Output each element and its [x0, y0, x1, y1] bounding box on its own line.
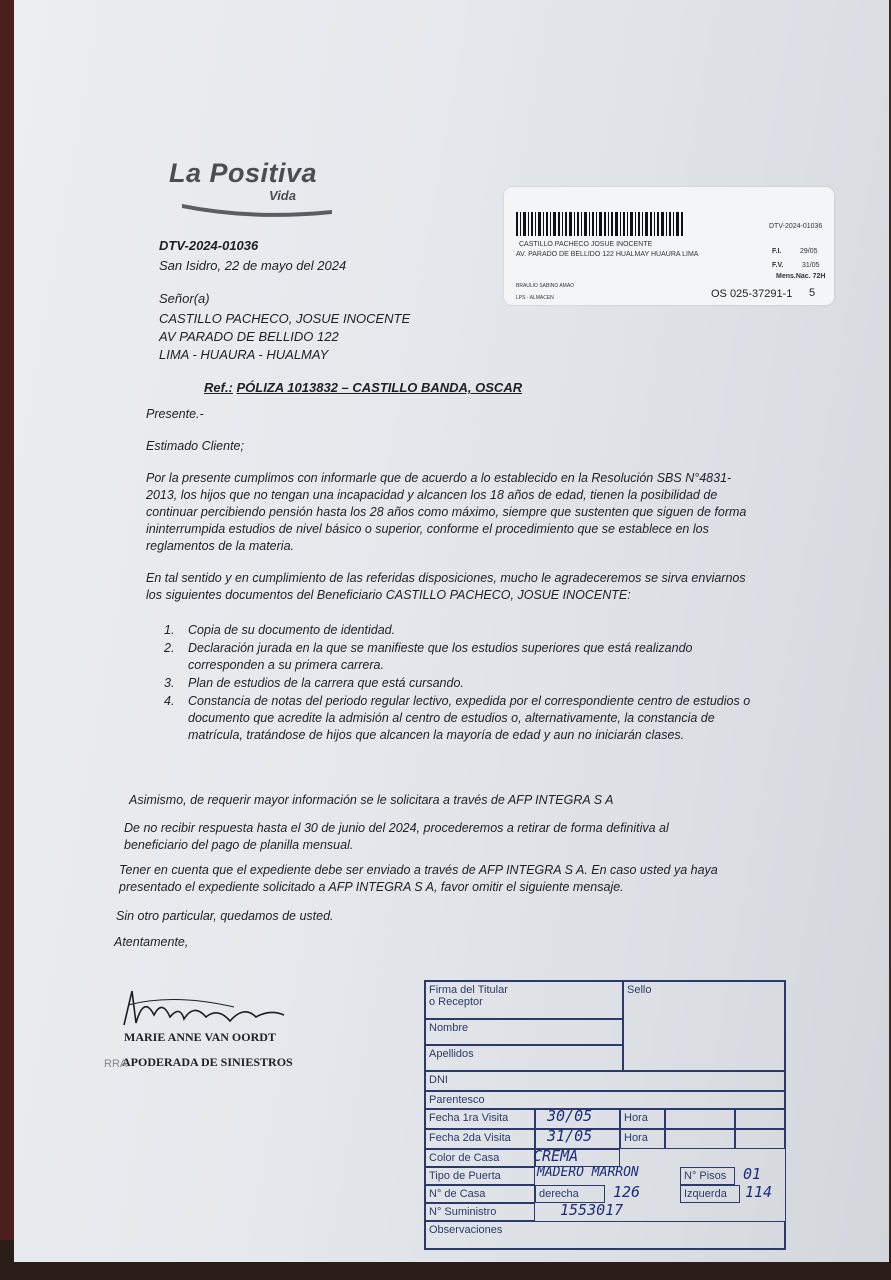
barcode-icon [516, 212, 686, 236]
list-item: 4. Constancia de notas del periodo regular lectivo, expedida por el correspondiente centro de estudios o documento que acredite la admisión al centro de estudios o, alternativamente, la constancia de matrícula, tratándose de hijos que alcancen la mayoría de edad y aun no iniciarán clases. [164, 694, 751, 742]
color-label-cell: Color de Casa [425, 1149, 535, 1167]
label-fv-value: 31/05 [802, 262, 820, 269]
label-address: AV. PARADO DE BELLIDO 122 HUALMAY HUAURA LIMA [516, 251, 699, 258]
label-sender-area: LPS - ALMACEN [516, 295, 554, 301]
label-os-count: 5 [809, 287, 816, 299]
fecha2-label-cell: Fecha 2da Visita [425, 1129, 535, 1149]
closing-line-1: Sin otro particular, quedamos de usted. [116, 909, 334, 923]
list-item: 3. Plan de estudios de la carrera que está cursando. [164, 676, 464, 690]
handwritten-pisos: 01 [743, 1165, 762, 1183]
hora1-label-cell: Hora [620, 1109, 665, 1129]
hora1-value-cell [665, 1109, 735, 1129]
signatory-name: MARIE ANNE VAN OORDT [124, 1030, 276, 1044]
recipient-address-1: AV PARADO DE BELLIDO 122 [159, 329, 339, 344]
reference-text: PÓLIZA 1013832 – CASTILLO BANDA, OSCAR [236, 380, 523, 395]
label-fv-label: F.V. [772, 262, 784, 269]
puerta-label-cell: Tipo de Puerta [425, 1167, 535, 1185]
letter-code: DTV-2024-01036 [159, 238, 259, 253]
nombre-cell: Nombre [425, 1019, 623, 1045]
label-fi-value: 29/05 [800, 248, 818, 255]
apellidos-cell: Apellidos [425, 1045, 623, 1071]
shipping-label [504, 187, 834, 305]
label-code: DTV-2024-01036 [769, 223, 823, 230]
casa-label-cell: N° de Casa [425, 1185, 535, 1203]
typist-initials: RRA [104, 1058, 128, 1070]
label-service: Mens.Nac. 72H [776, 273, 826, 280]
body-paragraph-1: Por la presente cumplimos con informarle que de acuerdo a lo establecido en la Resolución SBS N°4831-2013, los hijos que no tengan una incapacidad y alcancen los 18 años de edad, tienen la posibilidad de continuar percibiendo pensión hasta los 28 años como máximo, siempre que sustenten que siguen de forma ininterrumpida estudios de nivel básico o superior, conforme el procedimiento que se establece en los reglamentos de la materia. [146, 471, 747, 553]
observaciones-cell: Observaciones [425, 1221, 785, 1249]
label-recipient: CASTILLO PACHECO JOSUE INOCENTE [519, 241, 653, 248]
closing-line-2: Atentamente, [114, 935, 189, 949]
handwritten-derecha: 126 [613, 1183, 641, 1201]
hora2-label-cell: Hora [620, 1129, 665, 1149]
greeting-line: Estimado Cliente; [146, 439, 244, 453]
presente-line: Presente.- [146, 407, 204, 421]
fecha1-label-cell: Fecha 1ra Visita [425, 1109, 535, 1129]
handwritten-fecha2: 31/05 [547, 1127, 593, 1145]
handwritten-puerta: MADERO MARRON [537, 1165, 639, 1180]
handwritten-color: CREMA [533, 1147, 579, 1165]
label-sender: BRAULIO SABINO AMAO [516, 283, 575, 289]
recipient-name: CASTILLO PACHECO, JOSUE INOCENTE [159, 311, 411, 326]
delivery-form-stamp [424, 980, 786, 1250]
body-paragraph-4: De no recibir respuesta hasta el 30 de junio del 2024, procederemos a retirar de forma definitiva al beneficiario del pago de planilla mensual. [124, 821, 669, 852]
label-fi-label: F.I. [772, 248, 782, 255]
company-logo-text: La Positiva [169, 158, 318, 188]
handwritten-suministro: 1553017 [560, 1201, 624, 1219]
pisos-label-cell: N° Pisos [680, 1167, 735, 1185]
list-item: 2. Declaración jurada en la que se manifieste que los estudios superiores que está realizando corresponden a su primera carrera. [164, 641, 693, 672]
izquierda-label-cell: Izquerda [680, 1185, 740, 1203]
logo-swoosh-icon [182, 200, 332, 218]
derecha-label-cell: derecha [535, 1185, 605, 1203]
list-item: 1. Copia de su documento de identidad. [164, 623, 396, 637]
parentesco-cell: Parentesco [425, 1091, 785, 1109]
hora1-extra-cell [735, 1109, 785, 1129]
recipient-address-2: LIMA - HUAURA - HUALMAY [159, 347, 329, 362]
reference-line [204, 380, 522, 395]
sello-cell: Sello [623, 981, 785, 1071]
label-os-number: 025-37291-1 [730, 288, 793, 300]
handwritten-fecha1: 30/05 [547, 1107, 593, 1125]
hora2-extra-cell [735, 1129, 785, 1149]
letter-date: San Isidro, 22 de mayo del 2024 [159, 258, 347, 273]
reference-prefix: Ref.: [204, 380, 233, 395]
letter-page [14, 0, 889, 1262]
label-os-label: OS [711, 288, 727, 300]
handwritten-izquierda: 114 [745, 1183, 773, 1201]
body-paragraph-3: Asimismo, de requerir mayor información se le solicitara a través de AFP INTEGRA S A [129, 793, 614, 807]
suministro-label-cell: N° Suministro [425, 1203, 535, 1221]
hora2-value-cell [665, 1129, 735, 1149]
salutation-title: Señor(a) [159, 291, 210, 306]
body-paragraph-5: Tener en cuenta que el expediente debe ser enviado a través de AFP INTEGRA S A. En caso usted ya haya presentado el expediente solicitado a AFP INTEGRA S A, favor omitir el siguiente mensaje. [119, 863, 718, 894]
body-paragraph-2: En tal sentido y en cumplimiento de las referidas disposiciones, mucho le agradeceremos se sirva enviarnos los siguientes documentos del Beneficiario CASTILLO PACHECO, JOSUE INOCENTE: [146, 571, 746, 602]
signatory-title: APODERADA DE SINIESTROS [122, 1055, 293, 1069]
handwritten-signature-icon [114, 985, 314, 1035]
documents-list [164, 622, 754, 745]
dni-cell: DNI [425, 1071, 785, 1091]
company-logo-subtext: Vida [269, 188, 296, 203]
firma-cell: Firma del Titular o Receptor [425, 981, 623, 1019]
